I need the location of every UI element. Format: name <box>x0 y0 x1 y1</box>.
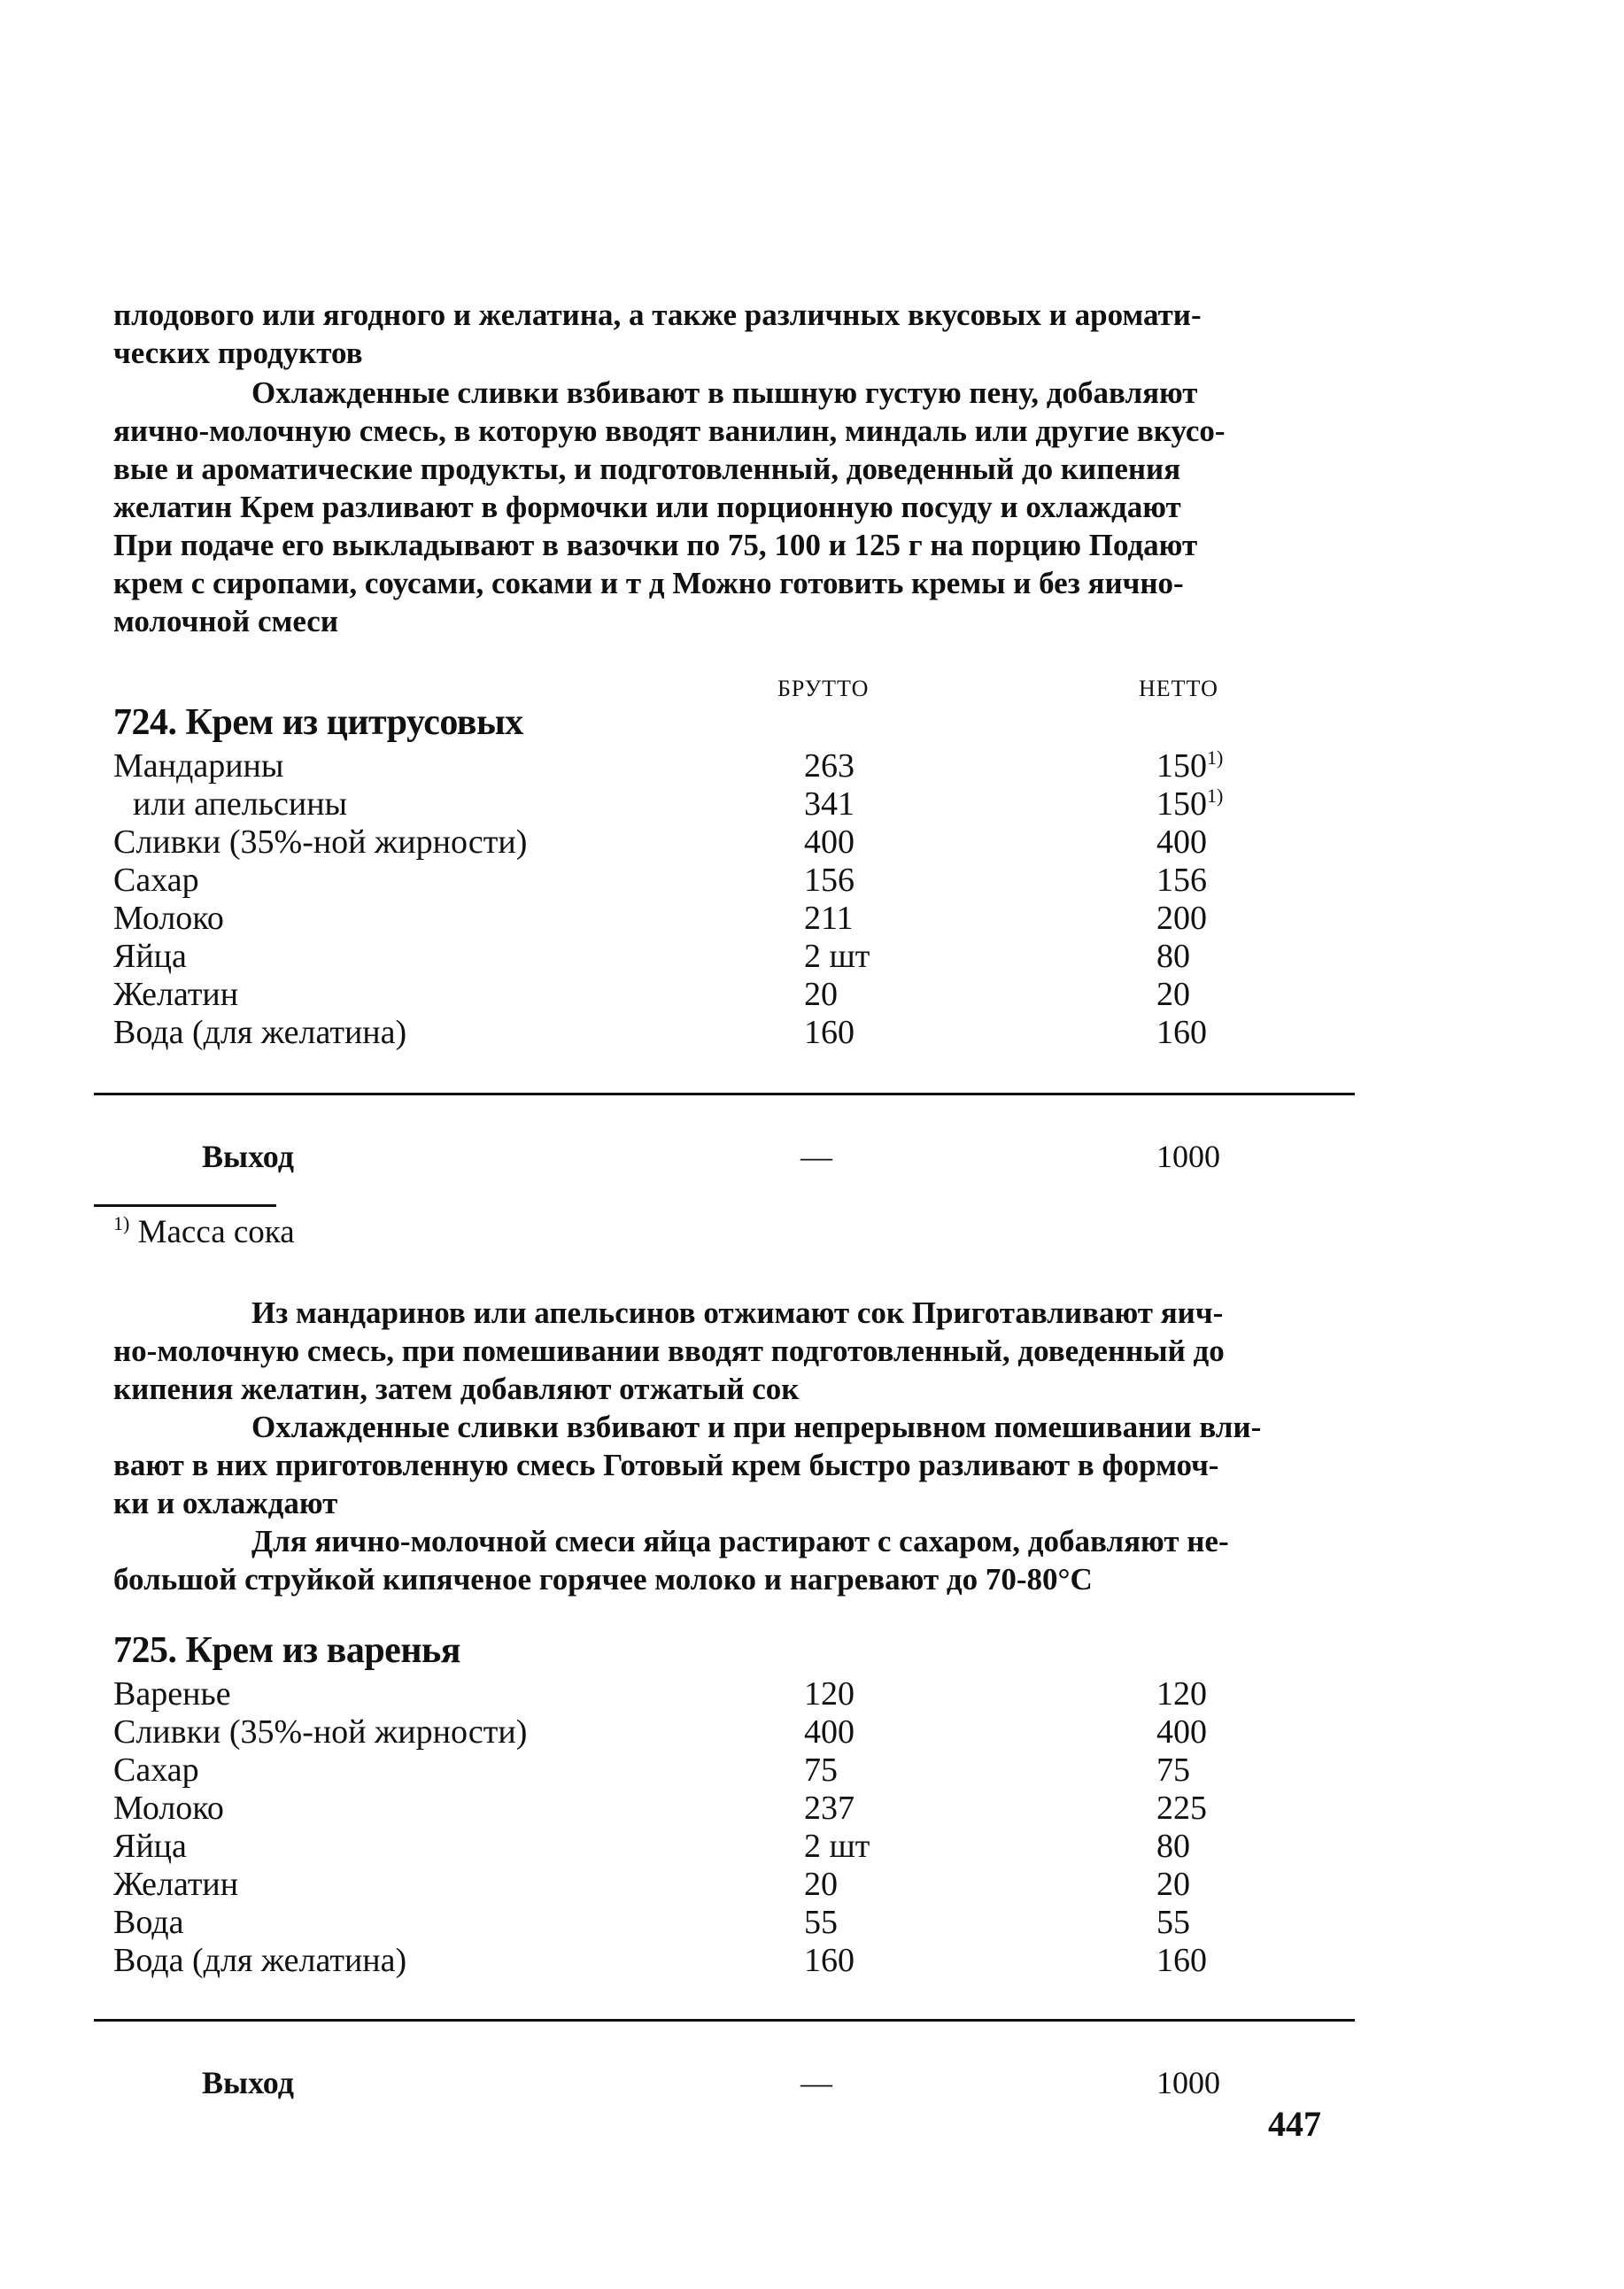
table-row <box>0 1866 1624 1904</box>
method-724-p2-line-1: Охлажденные сливки взбивают и при непрерывном помешивании вли- <box>251 1410 1262 1444</box>
recipe-725-title: 725. Крем из варенья <box>113 1630 460 1671</box>
method-724-p1-line-2: но-молочную смесь, при помешивании вводят подготовленный, доведенный до <box>113 1334 1225 1368</box>
table-row <box>0 824 1624 862</box>
intro-line-1: плодового или ягодного и желатина, а также различных вкусовых и аромати- <box>113 298 1202 332</box>
netto-value: 156 <box>1156 862 1207 899</box>
brutto-value: 55 <box>804 1904 838 1941</box>
netto-value: 160 <box>1156 1014 1207 1051</box>
footnote-marker: 1) <box>1207 746 1224 769</box>
ingredient-name: Сахар <box>113 862 199 899</box>
ingredient-name: Молоко <box>113 900 224 937</box>
method-724-p1-line-3: кипения желатин, затем добавляют отжатый сок <box>113 1372 800 1406</box>
method-724-p2-line-2: вают в них приготовленную смесь Готовый крем быстро разливают в формоч- <box>113 1448 1219 1482</box>
brutto-value: 263 <box>804 747 855 785</box>
netto-value: 20 <box>1156 1866 1190 1903</box>
intro-para2-line-3: вые и ароматические продукты, и подготовленный, доведенный до кипения <box>113 452 1181 486</box>
table-row <box>0 1713 1624 1752</box>
netto-value: 200 <box>1156 900 1207 937</box>
table-row <box>0 785 1624 824</box>
table-row <box>0 862 1624 900</box>
column-heading-netto: НЕТТО <box>1139 676 1218 701</box>
intro-line-2: ческих продуктов <box>113 336 363 370</box>
intro-para2-line-6: крем с сиропами, соусами, соками и т д Можно готовить кремы и без яично- <box>113 566 1184 600</box>
intro-para2-line-5: При подаче его выкладывают в вазочки по 75, 100 и 125 г на порцию Подают <box>113 528 1198 562</box>
ingredient-name: Сахар <box>113 1752 199 1789</box>
netto-value: 150$^{1)}$ <box>1156 746 1224 785</box>
brutto-value: 211 <box>804 900 854 937</box>
brutto-value: 160 <box>804 1942 855 1979</box>
yield-netto: 1000 <box>1156 2065 1220 2100</box>
table-row <box>0 1014 1624 1052</box>
brutto-value: 2 шт <box>804 938 870 975</box>
table-row <box>0 938 1624 976</box>
method-724-p1-line-1: Из мандаринов или апельсинов отжимают сок Приготавливают яич- <box>251 1295 1224 1330</box>
yield-row <box>0 1138 1624 1176</box>
brutto-value: 2 шт <box>804 1828 870 1865</box>
ingredient-name: Сливки (35%-ной жирности) <box>113 1713 528 1751</box>
brutto-value: 341 <box>804 785 855 823</box>
ingredient-name: Вода (для желатина) <box>113 1942 407 1979</box>
table-row <box>0 1904 1624 1942</box>
netto-value: 400 <box>1156 824 1207 861</box>
ingredient-name: или апельсины <box>133 785 348 823</box>
table-row <box>0 900 1624 938</box>
ingredient-name: Яйца <box>113 938 187 975</box>
intro-para2-line-7: молочной смеси <box>113 604 339 638</box>
ingredient-name: Желатин <box>113 1866 239 1903</box>
brutto-value: 75 <box>804 1752 838 1789</box>
method-724-p2-line-3: ки и охлаждают <box>113 1486 338 1520</box>
brutto-value: 156 <box>804 862 855 899</box>
yield-brutto: — <box>800 1139 832 1174</box>
footnote-marker: 1) <box>1207 785 1224 807</box>
brutto-value: 237 <box>804 1790 855 1827</box>
yield-netto: 1000 <box>1156 1139 1220 1174</box>
brutto-value: 400 <box>804 1713 855 1751</box>
netto-value: 75 <box>1156 1752 1190 1789</box>
recipe-724-title: 724. Крем из цитрусовых <box>113 702 523 743</box>
yield-row <box>0 2064 1624 2102</box>
ingredient-name: Сливки (35%-ной жирности) <box>113 824 528 861</box>
netto-value: 150$^{1)}$ <box>1156 785 1224 823</box>
netto-value: 20 <box>1156 976 1190 1013</box>
netto-value: 80 <box>1156 938 1190 975</box>
yield-brutto: — <box>800 2065 832 2100</box>
ingredient-name: Вода <box>113 1904 184 1941</box>
table-row <box>0 747 1624 785</box>
intro-para2-line-1: Охлажденные сливки взбивают в пышную густую пену, добавляют <box>251 375 1198 410</box>
table-rule <box>94 1093 1355 1095</box>
brutto-value: 120 <box>804 1675 855 1713</box>
column-heading-brutto: БРУТТО <box>777 676 870 701</box>
footnote <box>113 1213 295 1251</box>
table-row <box>0 1942 1624 1980</box>
intro-para2-line-4: желатин Крем разливают в формочки или порционную посуду и охлаждают <box>113 490 1181 524</box>
table-row <box>0 1828 1624 1866</box>
ingredient-name: Варенье <box>113 1675 231 1713</box>
footnote-rule <box>94 1204 276 1207</box>
netto-value: 120 <box>1156 1675 1207 1713</box>
ingredient-name: Яйца <box>113 1828 187 1865</box>
yield-label: Выход <box>202 2065 294 2100</box>
table-rule <box>94 2019 1355 2022</box>
brutto-value: 160 <box>804 1014 855 1051</box>
netto-value: 80 <box>1156 1828 1190 1865</box>
footnote-mark: 1) <box>113 1212 130 1234</box>
table-row <box>0 1790 1624 1828</box>
table-row <box>0 1675 1624 1713</box>
ingredient-name: Молоко <box>113 1790 224 1827</box>
brutto-value: 20 <box>804 1866 838 1903</box>
table-row <box>0 1752 1624 1790</box>
intro-para2-line-2: яично-молочную смесь, в которую вводят ванилин, миндаль или другие вкусо- <box>113 414 1226 448</box>
netto-value: 55 <box>1156 1904 1190 1941</box>
netto-value: 160 <box>1156 1942 1207 1979</box>
netto-value: 400 <box>1156 1713 1207 1751</box>
footnote-text: Масса сока <box>137 1214 295 1250</box>
table-row <box>0 976 1624 1014</box>
ingredient-name: Желатин <box>113 976 239 1013</box>
yield-label: Выход <box>202 1139 294 1174</box>
netto-value: 225 <box>1156 1790 1207 1827</box>
ingredient-name: Мандарины <box>113 747 284 785</box>
brutto-value: 400 <box>804 824 855 861</box>
method-724-p3-line-2: большой струйкой кипяченое горячее молоко и нагревают до 70-80°С <box>113 1562 1093 1597</box>
page-number: 447 <box>1268 2104 1321 2144</box>
ingredient-name: Вода (для желатина) <box>113 1014 407 1051</box>
method-724-p3-line-1: Для яично-молочной смеси яйца растирают с сахаром, добавляют не- <box>251 1524 1229 1558</box>
brutto-value: 20 <box>804 976 838 1013</box>
